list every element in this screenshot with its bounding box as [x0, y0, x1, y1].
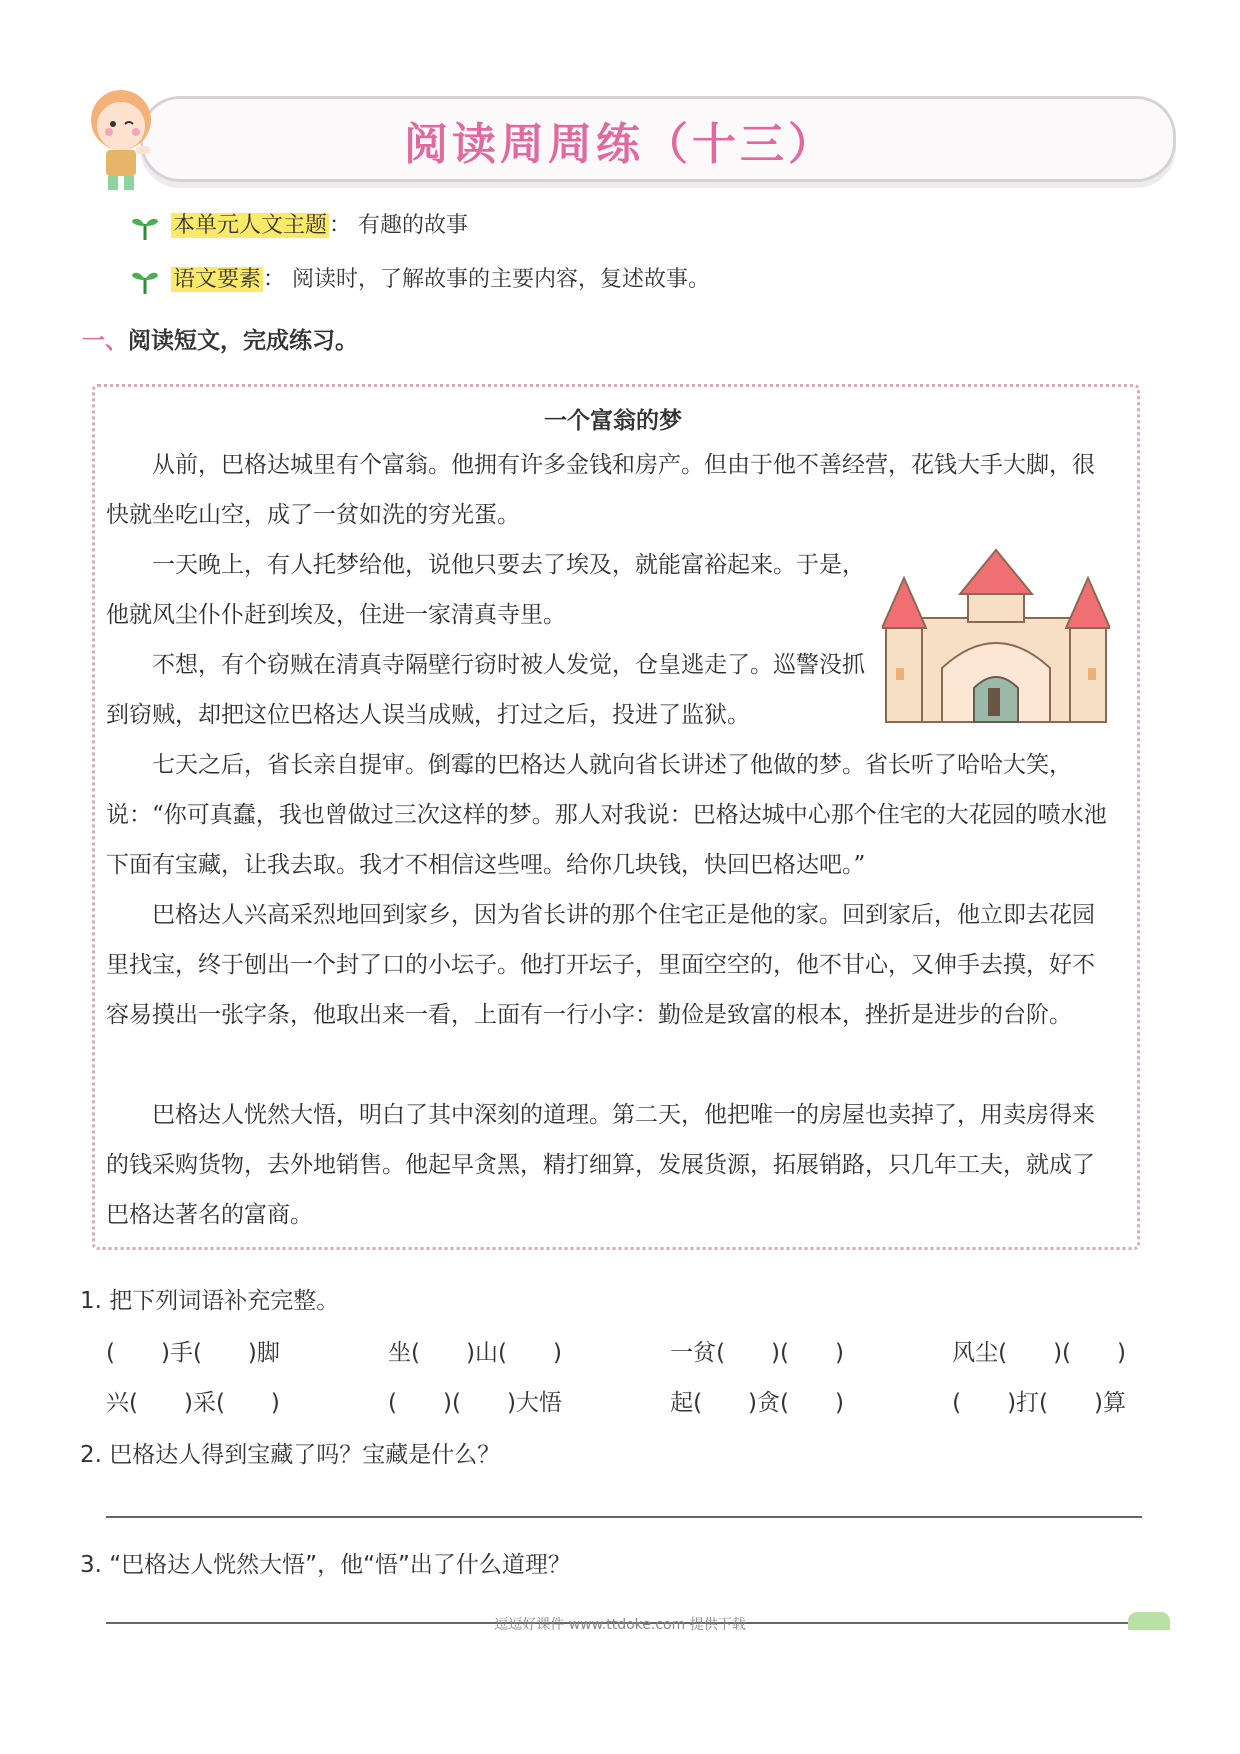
- section-title: 阅读短文，完成练习。: [128, 328, 358, 354]
- fill-blank-idiom[interactable]: 一贫( )( ): [670, 1340, 844, 1366]
- fill-blank-row: [106, 1384, 1126, 1417]
- language-focus-label: 语文要素: [173, 267, 262, 292]
- page-corner-tab: [1128, 1612, 1170, 1630]
- passage-paragraph: 巴格达人恍然大悟，明白了其中深刻的道理。第二天，他把唯一的房屋也卖掉了，用卖房得来的钱采购货物，去外地销售。他起早贪黑，精打细算，发展货源，拓展销路，只几年工夫，就成了巴格达著名的富商。: [106, 1102, 1095, 1228]
- question-3: 3. “巴格达人恍然大悟”，他“悟”出了什么道理？: [80, 1552, 571, 1578]
- sprout-icon: [130, 212, 160, 240]
- unit-theme-row: 本单元人文主题： 有趣的故事: [130, 208, 468, 240]
- passage-paragraph: 一天晚上，有人托梦给他，说他只要去了埃及，就能富裕起来。于是，他就风尘仆仆赶到埃及，住进一家清真寺里。: [106, 552, 865, 628]
- passage-paragraph: 巴格达人兴高采烈地回到家乡，因为省长讲的那个住宅正是他的家。回到家后，他立即去花园里找宝，终于刨出一个封了口的小坛子。他打开坛子，里面空空的，他不甘心，又伸手去摸，好不容易摸出一张字条，他取出来一看，上面有一行小字：勤俭是致富的根本，挫折是进步的台阶。: [106, 902, 1095, 1028]
- unit-theme-label: 本单元人文主题: [173, 213, 328, 238]
- fill-blank-idiom[interactable]: 兴( )采( ): [106, 1390, 280, 1416]
- fill-blank-idiom[interactable]: ( )( )大悟: [388, 1390, 562, 1416]
- passage-paragraph: 从前，巴格达城里有个富翁。他拥有许多金钱和房产。但由于他不善经营，花钱大手大脚，很快就坐吃山空，成了一贫如洗的穷光蛋。: [106, 452, 1095, 528]
- fill-blank-row: [106, 1334, 1126, 1367]
- passage-paragraph: 不想，有个窃贼在清真寺隔壁行窃时被人发觉，仓皇逃走了。巡警没抓到窃贼，却把这位巴格达人误当成贼，打过之后，投进了监狱。: [106, 652, 865, 728]
- girl-mascot-icon: [66, 90, 176, 190]
- sprout-icon: [130, 266, 160, 294]
- section-heading: [82, 322, 358, 355]
- language-focus-row: 语文要素： 阅读时，了解故事的主要内容，复述故事。: [130, 262, 710, 294]
- passage-paragraph: 七天之后，省长亲自提审。倒霉的巴格达人就向省长讲述了他做的梦。省长听了哈哈大笑，说：“你可真蠢，我也曾做过三次这样的梦。那人对我说：巴格达城中心那个住宅的大花园的喷水池下面有宝藏，让我去取。我才不相信这些哩。给你几块钱，快回巴格达吧。”: [106, 752, 1107, 878]
- fill-blank-idiom[interactable]: ( )手( )脚: [106, 1340, 280, 1366]
- answer-line[interactable]: [106, 1516, 1142, 1518]
- page-title: 阅读周周练（十三）: [404, 119, 836, 170]
- question-1: 1. 把下列词语补充完整。: [80, 1288, 340, 1314]
- fill-blank-idiom[interactable]: ( )打( )算: [952, 1390, 1126, 1416]
- question-2: 2. 巴格达人得到宝藏了吗？宝藏是什么？: [80, 1442, 501, 1468]
- passage-title: 一个富翁的梦: [544, 407, 682, 434]
- language-focus-text: 阅读时，了解故事的主要内容，复述故事。: [292, 267, 711, 292]
- footer-text: 逗逗好课件 www.ttdoke.com 提供下载: [494, 1617, 746, 1633]
- fill-blank-idiom[interactable]: 坐( )山( ): [388, 1340, 562, 1366]
- fill-blank-idiom[interactable]: 起( )贪( ): [670, 1390, 844, 1416]
- unit-theme-text: 有趣的故事: [358, 213, 469, 238]
- castle-illustration: [882, 548, 1110, 724]
- section-number: 一、: [82, 328, 128, 354]
- fill-blank-idiom[interactable]: 风尘( )( ): [952, 1340, 1126, 1366]
